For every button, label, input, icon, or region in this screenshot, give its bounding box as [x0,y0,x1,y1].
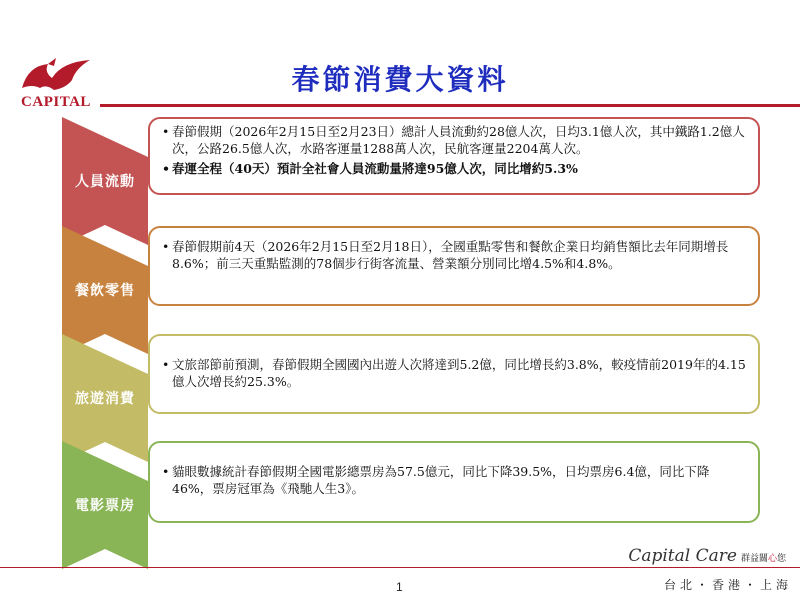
section-label: 電影票房 [75,498,135,514]
section-label: 餐飲零售 [75,283,135,299]
slogan-heart: 心 [767,554,777,564]
bullet-text: • 春運全程（40天）預計全社會人員流動量將達95億人次，同比增約5.3% [160,160,748,177]
page-title: 春節消費大資料 [291,63,509,96]
section-chevron-box-office [62,441,148,569]
slogan-part: 您 [776,554,786,564]
footer-divider [0,567,800,568]
bullet-text: • 春節假期（2026年2月15日至2月23日）總計人員流動約28億人次，日均3.1億人次，其中鐵路1.2億人次，公路26.5億人次，水路客運量1288萬人次，民航客運量2204萬人次。 [160,123,748,157]
bullet-text: • 貓眼數據統計春節假期全國電影總票房為57.5億元，同比下降39.5%，日均票房6.4億，同比下降46%，票房冠軍為《飛馳人生3》。 [160,463,748,497]
section-label: 人員流動 [75,174,135,190]
bullet-text: • 文旅部節前預測，春節假期全國國內出遊人次將達到5.2億，同比增長約3.8%，較疫情前2019年的4.15億人次增長約25.3%。 [160,356,748,390]
footer-brand [616,546,786,566]
section-content-dining-retail [148,226,760,306]
section-content-people-flow [148,117,760,195]
section-label: 旅遊消費 [75,391,135,407]
bullet-text: • 春節假期前4天（2026年2月15日至2月18日），全國重點零售和餐飲企業日均銷售額比去年同期增長8.6%；前三天重點監測的78個步行街客流量、營業額分別同比增4.5%和4.8%。 [160,238,748,272]
brand-script: Capital Care [628,546,737,566]
logo-text: CAPITAL [21,94,91,110]
section-content-box-office [148,441,760,523]
brand-slogan [741,554,786,564]
section-content-tourism [148,334,760,414]
header-divider [100,104,800,107]
page-number: 1 [396,580,403,594]
office-cities: 台北・香港・上海 [663,578,792,592]
slogan-part: 群益關 [740,554,768,564]
